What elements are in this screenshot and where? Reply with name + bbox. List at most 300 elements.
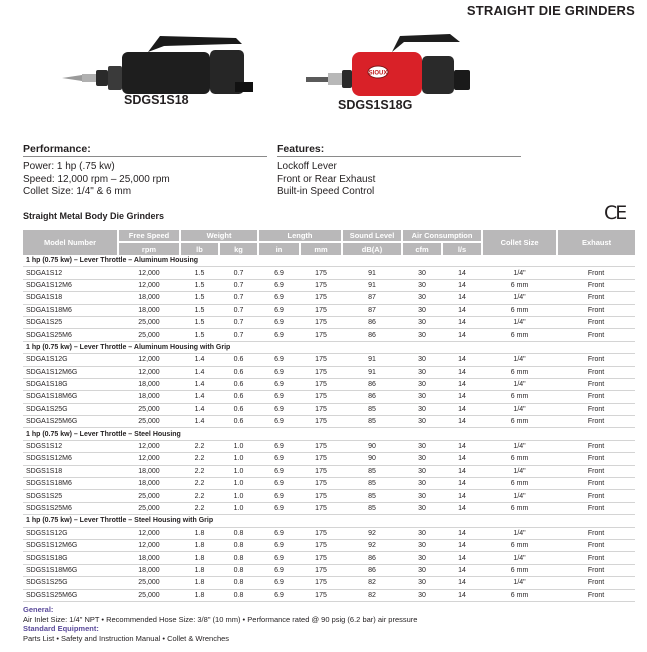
unit-mm: mm [300,242,342,255]
length-mm-cell: 175 [300,440,342,452]
exhaust-cell: Front [557,378,635,390]
collet-size-cell: 1/4" [482,403,557,415]
standard-equipment-text: Parts List • Safety and Instruction Manual • Collet & Wrenches [23,633,230,643]
model-number-cell: SDGA1S18M6 [23,304,118,316]
weight-kg-cell: 1.0 [219,502,258,514]
free-speed-cell: 12,000 [118,440,180,452]
weight-lb-cell: 1.5 [180,316,219,328]
standard-equipment-heading: Standard Equipment: [23,624,99,633]
collet-size-cell: 6 mm [482,589,557,601]
length-in-cell: 6.9 [258,527,300,539]
sound-level-cell: 92 [342,527,402,539]
collet-size-cell: 1/4" [482,577,557,589]
unit-in: in [258,242,300,255]
performance-line: Collet Size: 1/4" & 6 mm [23,186,132,198]
free-speed-cell: 25,000 [118,490,180,502]
collet-size-cell: 6 mm [482,502,557,514]
air-ls-cell: 14 [442,589,482,601]
performance-line: Speed: 12,000 rpm – 25,000 rpm [23,173,170,185]
collet-size-cell: 1/4" [482,490,557,502]
weight-kg-cell: 0.6 [219,403,258,415]
collet-size-cell: 1/4" [482,552,557,564]
features-heading: Features: [277,143,325,155]
sound-level-cell: 86 [342,329,402,341]
table-row [23,440,635,452]
model-number-cell: SDGS1S25G [23,577,118,589]
model-number-cell: SDGA1S18 [23,292,118,304]
collet-size-cell: 6 mm [482,279,557,291]
length-mm-cell: 175 [300,267,342,279]
sound-level-cell: 91 [342,267,402,279]
header-exhaust: Exhaust [557,230,635,255]
exhaust-cell: Front [557,527,635,539]
table-row [23,527,635,539]
weight-lb-cell: 1.4 [180,391,219,403]
unit-kg: kg [219,242,258,255]
table-row [23,465,635,477]
length-mm-cell: 175 [300,391,342,403]
performance-line: Power: 1 hp (.75 kw) [23,161,115,172]
length-mm-cell: 175 [300,552,342,564]
length-mm-cell: 175 [300,354,342,366]
weight-lb-cell: 1.4 [180,403,219,415]
weight-kg-cell: 1.0 [219,465,258,477]
model-number-cell: SDGS1S12M6G [23,539,118,551]
air-cfm-cell: 30 [402,552,442,564]
weight-kg-cell: 0.6 [219,378,258,390]
air-cfm-cell: 30 [402,453,442,465]
sioux-logo: SIOUX [368,70,388,77]
free-speed-cell: 25,000 [118,329,180,341]
weight-lb-cell: 1.4 [180,354,219,366]
weight-lb-cell: 2.2 [180,453,219,465]
exhaust-cell: Front [557,453,635,465]
length-in-cell: 6.9 [258,440,300,452]
air-cfm-cell: 30 [402,391,442,403]
air-cfm-cell: 30 [402,403,442,415]
exhaust-cell: Front [557,304,635,316]
weight-kg-cell: 0.7 [219,329,258,341]
exhaust-cell: Front [557,539,635,551]
sound-level-cell: 86 [342,552,402,564]
length-mm-cell: 175 [300,465,342,477]
free-speed-cell: 12,000 [118,366,180,378]
collet-size-cell: 6 mm [482,564,557,576]
air-ls-cell: 14 [442,502,482,514]
air-cfm-cell: 30 [402,366,442,378]
table-row [23,304,635,316]
air-ls-cell: 14 [442,416,482,428]
sound-level-cell: 82 [342,577,402,589]
air-cfm-cell: 30 [402,539,442,551]
collet-size-cell: 1/4" [482,465,557,477]
air-ls-cell: 14 [442,465,482,477]
length-mm-cell: 175 [300,478,342,490]
model-number-cell: SDGS1S25M6 [23,502,118,514]
group-title: 1 hp (0.75 kw) – Lever Throttle – Steel Housing with Grip [23,515,635,527]
sound-level-cell: 85 [342,502,402,514]
air-cfm-cell: 30 [402,292,442,304]
header-free-speed: Free Speed [118,230,180,242]
weight-lb-cell: 1.8 [180,564,219,576]
exhaust-cell: Front [557,589,635,601]
group-title: 1 hp (0.75 kw) – Lever Throttle – Aluminum Housing [23,255,635,267]
air-ls-cell: 14 [442,440,482,452]
length-in-cell: 6.9 [258,403,300,415]
table-row [23,539,635,551]
table-title: Straight Metal Body Die Grinders [23,211,165,221]
unit-lb: lb [180,242,219,255]
weight-kg-cell: 1.0 [219,440,258,452]
length-mm-cell: 175 [300,564,342,576]
model-number-cell: SDGA1S18M6G [23,391,118,403]
group-title: 1 hp (0.75 kw) – Lever Throttle – Steel Housing [23,428,635,440]
weight-kg-cell: 0.6 [219,391,258,403]
free-speed-cell: 25,000 [118,577,180,589]
length-in-cell: 6.9 [258,589,300,601]
length-in-cell: 6.9 [258,378,300,390]
features-list [277,161,375,199]
free-speed-cell: 18,000 [118,564,180,576]
performance-list [23,161,170,199]
black-straight-die-grinder-image [60,32,255,102]
air-cfm-cell: 30 [402,267,442,279]
free-speed-cell: 18,000 [118,478,180,490]
weight-lb-cell: 1.8 [180,552,219,564]
performance-divider [23,156,267,157]
model-number-cell: SDGS1S12M6 [23,453,118,465]
table-row [23,267,635,279]
sound-level-cell: 85 [342,403,402,415]
collet-size-cell: 6 mm [482,329,557,341]
weight-lb-cell: 1.5 [180,292,219,304]
weight-lb-cell: 1.5 [180,279,219,291]
length-in-cell: 6.9 [258,416,300,428]
air-ls-cell: 14 [442,304,482,316]
weight-kg-cell: 0.7 [219,279,258,291]
air-ls-cell: 14 [442,329,482,341]
length-mm-cell: 175 [300,304,342,316]
air-ls-cell: 14 [442,527,482,539]
header-length: Length [258,230,342,242]
sound-level-cell: 87 [342,304,402,316]
exhaust-cell: Front [557,577,635,589]
weight-lb-cell: 2.2 [180,502,219,514]
free-speed-cell: 18,000 [118,378,180,390]
air-ls-cell: 14 [442,453,482,465]
weight-kg-cell: 0.6 [219,354,258,366]
length-mm-cell: 175 [300,502,342,514]
length-mm-cell: 175 [300,589,342,601]
weight-kg-cell: 0.7 [219,292,258,304]
sound-level-cell: 91 [342,354,402,366]
collet-size-cell: 6 mm [482,453,557,465]
unit-rpm: rpm [118,242,180,255]
sound-level-cell: 85 [342,490,402,502]
air-cfm-cell: 30 [402,490,442,502]
feature-line: Built-in Speed Control [277,186,375,198]
air-ls-cell: 14 [442,292,482,304]
exhaust-cell: Front [557,502,635,514]
air-ls-cell: 14 [442,378,482,390]
sound-level-cell: 85 [342,478,402,490]
table-row [23,502,635,514]
free-speed-cell: 12,000 [118,354,180,366]
length-mm-cell: 175 [300,329,342,341]
model-number-cell: SDGA1S25G [23,403,118,415]
exhaust-cell: Front [557,552,635,564]
model-number-cell: SDGA1S12G [23,354,118,366]
air-ls-cell: 14 [442,366,482,378]
feature-line: Front or Rear Exhaust [277,173,376,185]
header-collet-size: Collet Size [482,230,557,255]
collet-size-cell: 6 mm [482,539,557,551]
weight-lb-cell: 1.8 [180,589,219,601]
length-mm-cell: 175 [300,416,342,428]
table-row [23,292,635,304]
collet-size-cell: 1/4" [482,292,557,304]
air-ls-cell: 14 [442,391,482,403]
length-in-cell: 6.9 [258,366,300,378]
product-images [0,20,647,125]
free-speed-cell: 18,000 [118,292,180,304]
length-mm-cell: 175 [300,490,342,502]
sound-level-cell: 86 [342,564,402,576]
features-divider [277,156,521,157]
collet-size-cell: 1/4" [482,378,557,390]
length-in-cell: 6.9 [258,329,300,341]
sound-level-cell: 82 [342,589,402,601]
free-speed-cell: 18,000 [118,391,180,403]
performance-heading: Performance: [23,143,91,155]
air-cfm-cell: 30 [402,502,442,514]
weight-kg-cell: 1.0 [219,490,258,502]
table-row [23,416,635,428]
weight-kg-cell: 0.7 [219,316,258,328]
table-body [23,255,635,601]
exhaust-cell: Front [557,366,635,378]
exhaust-cell: Front [557,279,635,291]
collet-size-cell: 1/4" [482,527,557,539]
specifications-table [23,230,635,602]
air-cfm-cell: 30 [402,465,442,477]
model-number-cell: SDGS1S12G [23,527,118,539]
air-ls-cell: 14 [442,577,482,589]
general-text: Air Inlet Size: 1/4" NPT • Recommended Hose Size: 3/8" (10 mm) • Performance rated @ 90 psig (6.2 bar) air pressure [23,614,418,624]
model-number-cell: SDGS1S18 [23,465,118,477]
sound-level-cell: 92 [342,539,402,551]
model-number-cell: SDGS1S25M6G [23,589,118,601]
free-speed-cell: 25,000 [118,589,180,601]
table-row [23,354,635,366]
table-group-row [23,255,635,267]
free-speed-cell: 25,000 [118,502,180,514]
table-group-row [23,515,635,527]
length-in-cell: 6.9 [258,453,300,465]
air-ls-cell: 14 [442,478,482,490]
model-number-cell: SDGS1S18M6 [23,478,118,490]
sound-level-cell: 86 [342,316,402,328]
weight-kg-cell: 0.8 [219,527,258,539]
model-number-cell: SDGS1S25 [23,490,118,502]
length-in-cell: 6.9 [258,354,300,366]
air-cfm-cell: 30 [402,329,442,341]
length-in-cell: 6.9 [258,391,300,403]
table-row [23,391,635,403]
air-ls-cell: 14 [442,403,482,415]
model-number-cell: SDGA1S25 [23,316,118,328]
free-speed-cell: 12,000 [118,267,180,279]
exhaust-cell: Front [557,292,635,304]
air-cfm-cell: 30 [402,564,442,576]
group-title: 1 hp (0.75 kw) – Lever Throttle – Aluminum Housing with Grip [23,341,635,353]
exhaust-cell: Front [557,465,635,477]
length-in-cell: 6.9 [258,577,300,589]
header-weight: Weight [180,230,258,242]
exhaust-cell: Front [557,354,635,366]
weight-kg-cell: 0.8 [219,577,258,589]
collet-size-cell: 6 mm [482,366,557,378]
model-number-cell: SDGA1S12M6G [23,366,118,378]
weight-kg-cell: 1.0 [219,478,258,490]
length-in-cell: 6.9 [258,564,300,576]
weight-lb-cell: 2.2 [180,490,219,502]
weight-lb-cell: 1.4 [180,378,219,390]
length-in-cell: 6.9 [258,292,300,304]
collet-size-cell: 1/4" [482,354,557,366]
model-number-cell: SDGS1S18M6G [23,564,118,576]
table-group-row [23,341,635,353]
table-row [23,279,635,291]
unit-dba: dB(A) [342,242,402,255]
header-sound-level: Sound Level [342,230,402,242]
table-row [23,378,635,390]
collet-size-cell: 6 mm [482,478,557,490]
air-ls-cell: 14 [442,564,482,576]
length-in-cell: 6.9 [258,465,300,477]
free-speed-cell: 18,000 [118,465,180,477]
table-row [23,316,635,328]
collet-size-cell: 1/4" [482,267,557,279]
sound-level-cell: 85 [342,416,402,428]
weight-kg-cell: 0.8 [219,564,258,576]
free-speed-cell: 18,000 [118,304,180,316]
weight-lb-cell: 1.5 [180,267,219,279]
sound-level-cell: 87 [342,292,402,304]
table-group-row [23,428,635,440]
length-mm-cell: 175 [300,366,342,378]
model-number-cell: SDGA1S25M6 [23,329,118,341]
table-row [23,564,635,576]
table-row [23,552,635,564]
length-in-cell: 6.9 [258,502,300,514]
air-cfm-cell: 30 [402,440,442,452]
model-number-cell: SDGA1S12 [23,267,118,279]
air-cfm-cell: 30 [402,527,442,539]
collet-size-cell: 1/4" [482,440,557,452]
unit-ls: l/s [442,242,482,255]
air-ls-cell: 14 [442,490,482,502]
ce-mark-icon: CE [604,202,626,224]
length-in-cell: 6.9 [258,267,300,279]
exhaust-cell: Front [557,403,635,415]
sound-level-cell: 86 [342,391,402,403]
weight-kg-cell: 0.7 [219,304,258,316]
exhaust-cell: Front [557,267,635,279]
table-row [23,577,635,589]
general-heading: General: [23,605,54,614]
model-number-cell: SDGS1S12 [23,440,118,452]
length-mm-cell: 175 [300,292,342,304]
air-ls-cell: 14 [442,267,482,279]
collet-size-cell: 6 mm [482,416,557,428]
table-row [23,366,635,378]
exhaust-cell: Front [557,329,635,341]
weight-lb-cell: 2.2 [180,440,219,452]
length-mm-cell: 175 [300,378,342,390]
collet-size-cell: 6 mm [482,391,557,403]
air-ls-cell: 14 [442,354,482,366]
length-mm-cell: 175 [300,403,342,415]
product-model-label: SDGS1S18G [338,98,413,112]
model-number-cell: SDGA1S18G [23,378,118,390]
air-cfm-cell: 30 [402,316,442,328]
table-row [23,453,635,465]
length-mm-cell: 175 [300,279,342,291]
length-mm-cell: 175 [300,527,342,539]
length-mm-cell: 175 [300,453,342,465]
header-model-number: Model Number [23,230,118,255]
weight-lb-cell: 1.4 [180,416,219,428]
air-cfm-cell: 30 [402,304,442,316]
free-speed-cell: 12,000 [118,453,180,465]
weight-kg-cell: 0.7 [219,267,258,279]
weight-kg-cell: 0.8 [219,589,258,601]
air-ls-cell: 14 [442,539,482,551]
air-cfm-cell: 30 [402,478,442,490]
model-number-cell: SDGA1S12M6 [23,279,118,291]
table-row [23,478,635,490]
exhaust-cell: Front [557,564,635,576]
length-mm-cell: 175 [300,316,342,328]
product-model-label: SDGS1S18 [124,93,189,107]
header-air-consumption: Air Consumption [402,230,482,242]
free-speed-cell: 12,000 [118,539,180,551]
air-cfm-cell: 30 [402,589,442,601]
length-in-cell: 6.9 [258,539,300,551]
air-ls-cell: 14 [442,316,482,328]
exhaust-cell: Front [557,490,635,502]
weight-kg-cell: 0.6 [219,366,258,378]
sound-level-cell: 90 [342,453,402,465]
air-ls-cell: 14 [442,279,482,291]
length-in-cell: 6.9 [258,490,300,502]
sound-level-cell: 91 [342,366,402,378]
weight-lb-cell: 1.8 [180,577,219,589]
weight-lb-cell: 1.4 [180,366,219,378]
weight-lb-cell: 2.2 [180,478,219,490]
free-speed-cell: 25,000 [118,403,180,415]
air-cfm-cell: 30 [402,577,442,589]
model-number-cell: SDGS1S18G [23,552,118,564]
exhaust-cell: Front [557,316,635,328]
weight-kg-cell: 0.8 [219,552,258,564]
air-cfm-cell: 30 [402,354,442,366]
sound-level-cell: 85 [342,465,402,477]
model-number-cell: SDGA1S25M6G [23,416,118,428]
weight-lb-cell: 1.5 [180,304,219,316]
length-in-cell: 6.9 [258,304,300,316]
